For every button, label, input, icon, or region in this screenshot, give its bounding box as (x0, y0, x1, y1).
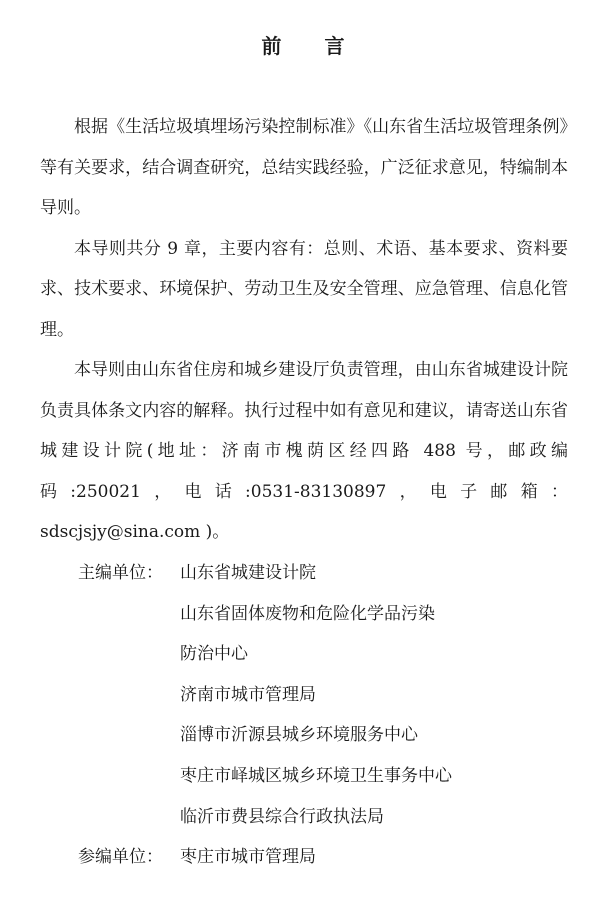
participating-unit-item: 枣庄市城市管理局 (180, 847, 316, 868)
paragraph-management: 本导则由山东省住房和城乡建设厅负责管理，由山东省城建设计院负责具体条文内容的解释。执行过程中如有意见和建议，请寄送山东省城建设计院(地址：济南市槐荫区经四路 488 号，邮政编码:250021，电话:0531-83130897，电子邮箱：sdscjsjy@sina.com )。 (40, 360, 568, 542)
chief-unit-item: 淄博市沂源县城乡环境服务中心 (180, 725, 418, 746)
chief-units (40, 553, 568, 837)
participating-units-list (180, 837, 568, 878)
chief-unit-item: 临沂市费县综合行政执法局 (180, 806, 384, 827)
chief-unit-item: 山东省城建设计院 (180, 563, 316, 583)
preface-body (40, 107, 568, 553)
chief-units-list (180, 553, 568, 837)
chief-unit-item: 枣庄市峄城区城乡环境卫生事务中心 (180, 765, 452, 786)
page-title: 前 言 (261, 34, 363, 58)
chief-unit-item: 山东省固体废物和危险化学品污染 (180, 603, 435, 624)
chief-unit-item: 防治中心 (180, 644, 248, 665)
participating-units (40, 837, 568, 878)
chief-units-label: 主编单位： (78, 563, 163, 583)
participating-units-label: 参编单位： (78, 847, 163, 868)
chief-unit-item: 济南市城市管理局 (180, 684, 316, 705)
units-section (40, 553, 568, 878)
paragraph-basis: 根据《生活垃圾填埋场污染控制标准》《山东省生活垃圾管理条例》等有关要求，结合调查研究，总结实践经验，广泛征求意见，特编制本导则。 (40, 117, 568, 218)
paragraph-contents: 本导则共分 9 章，主要内容有：总则、术语、基本要求、资料要求、技术要求、环境保护、劳动卫生及安全管理、应急管理、信息化管理。 (40, 238, 568, 340)
